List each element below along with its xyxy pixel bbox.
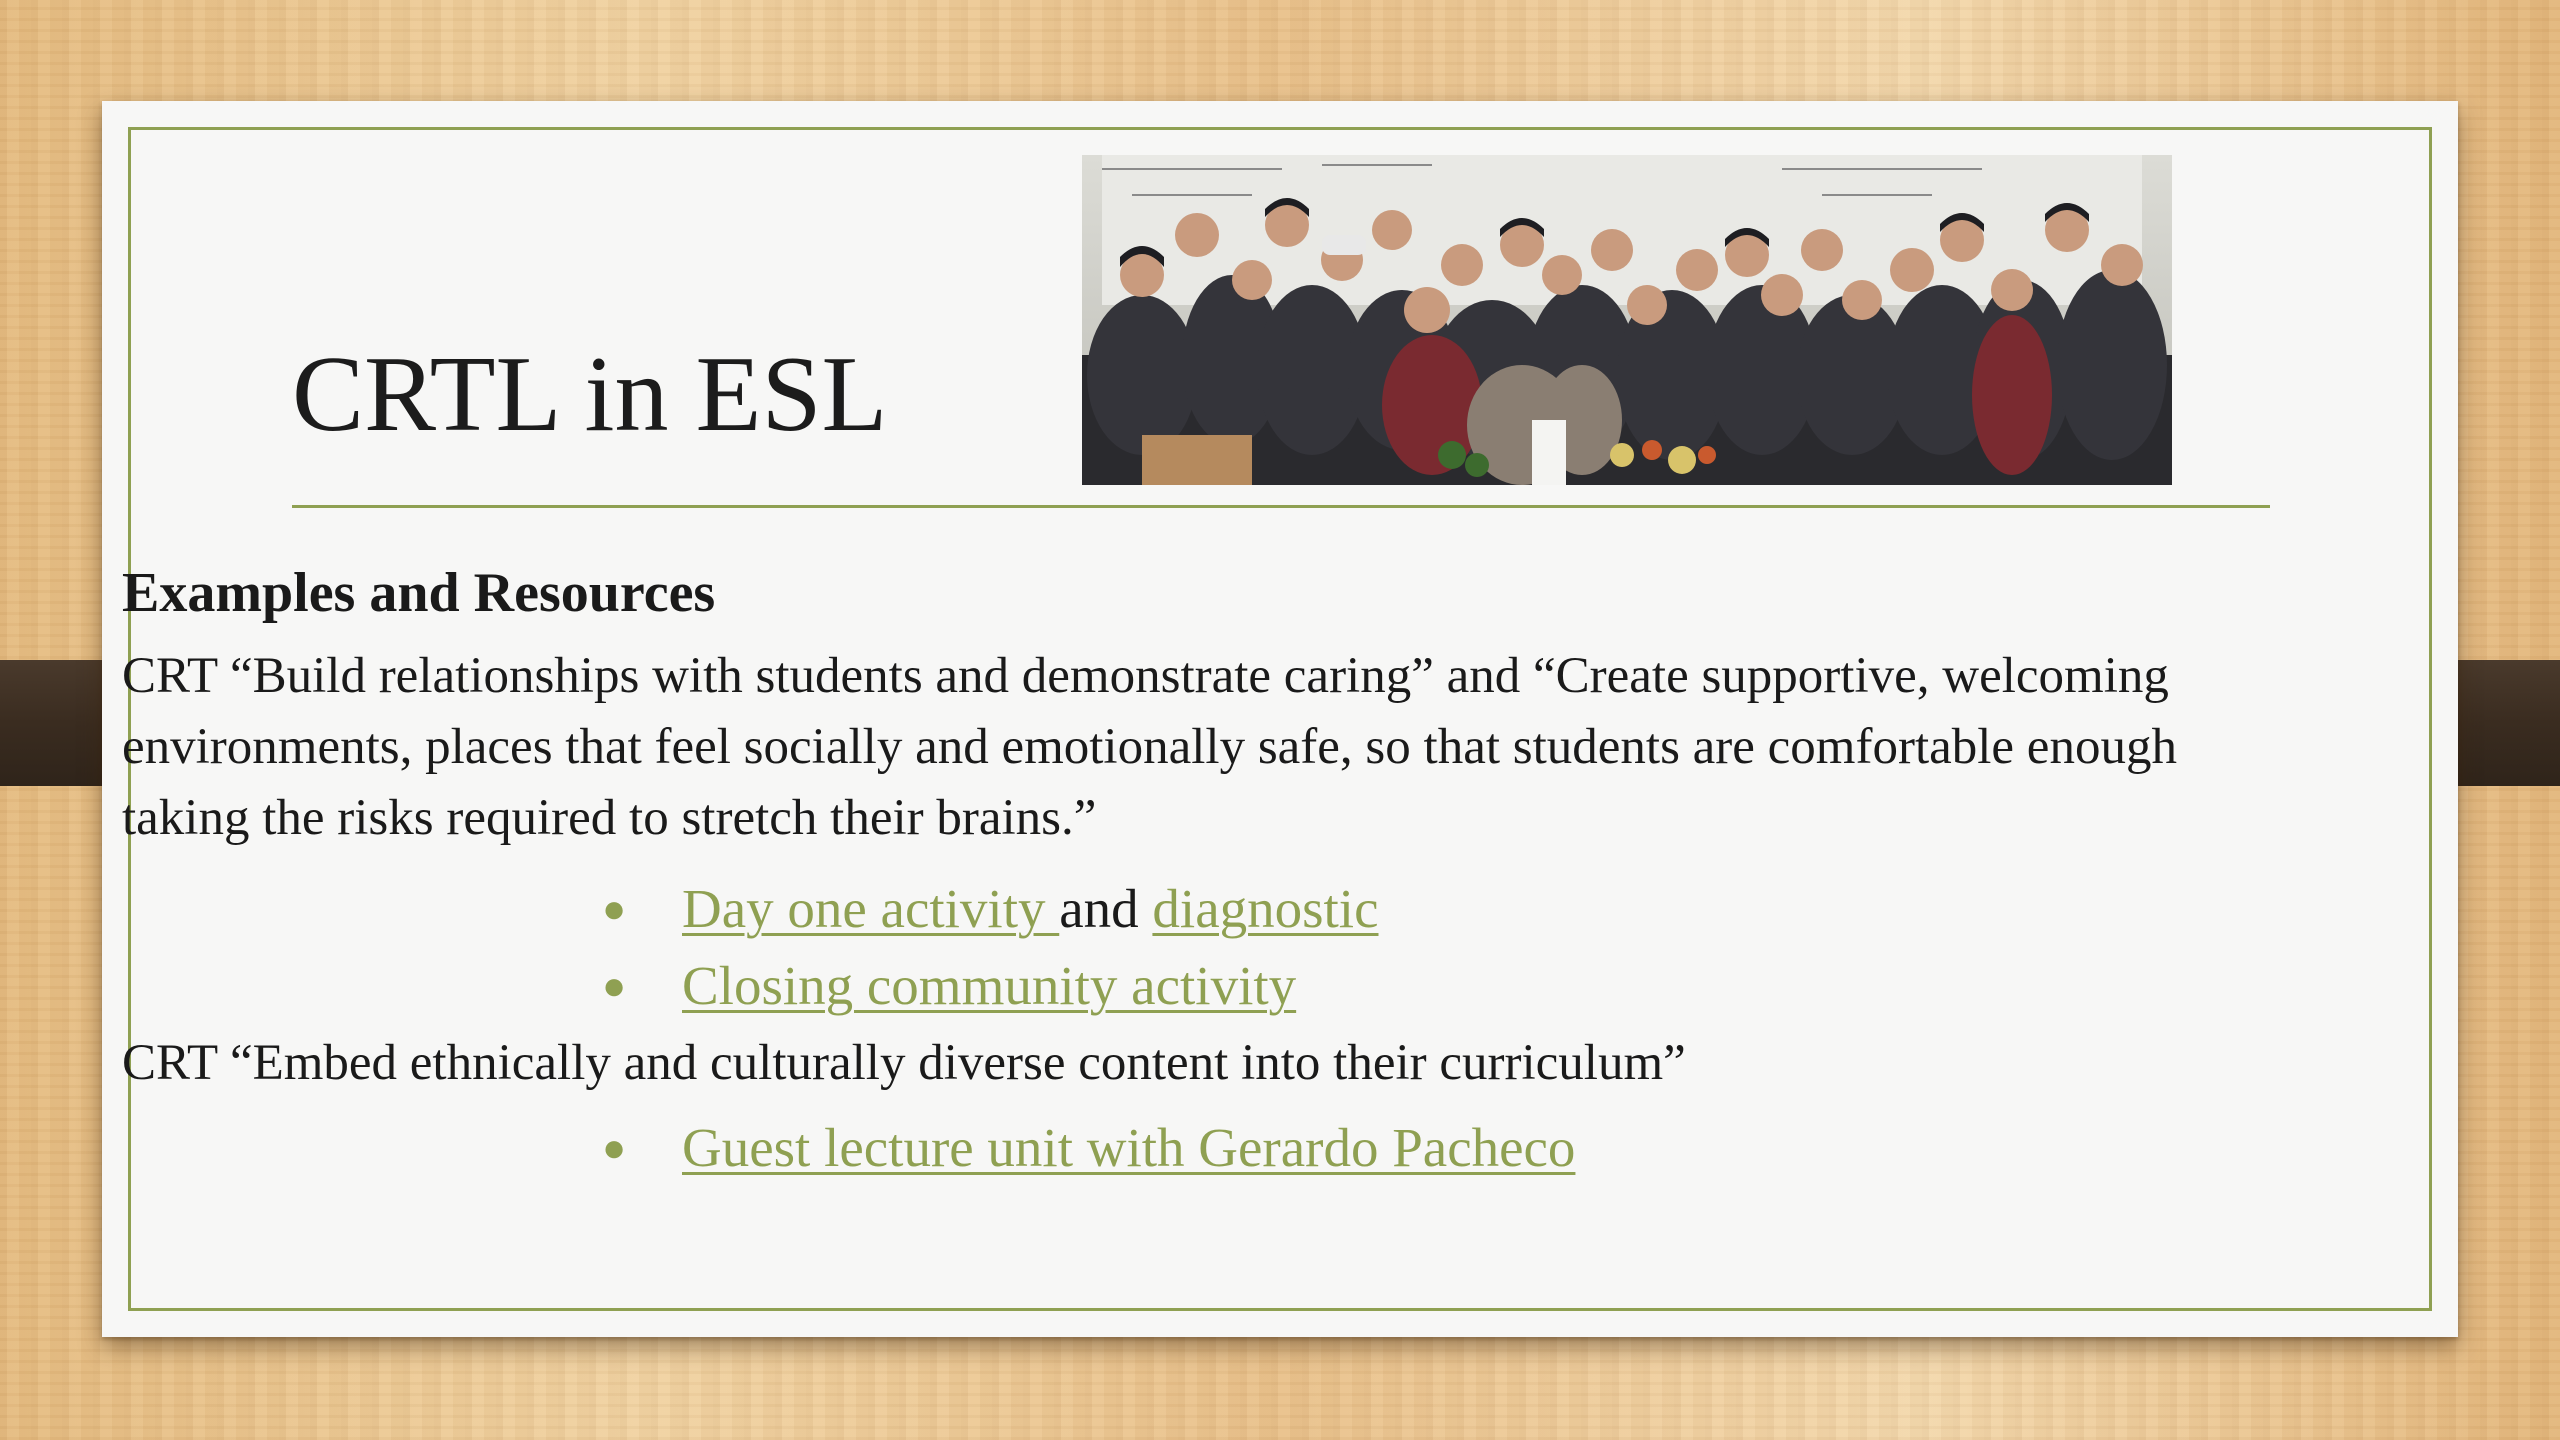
list-item	[602, 870, 2242, 947]
bullet-connector-text: and	[1059, 878, 1153, 940]
day-one-activity-link[interactable]: Day one activity	[682, 878, 1060, 940]
class-group-photo	[1082, 155, 2172, 485]
guest-lecture-unit-link[interactable]: Guest lecture unit with Gerardo Pacheco	[682, 1117, 1576, 1179]
bullet-icon: ●	[602, 1125, 627, 1171]
closing-community-activity-link[interactable]: Closing community activity	[682, 955, 1297, 1017]
slide-title: CRTL in ESL	[292, 335, 888, 454]
crt-quote-paragraph-1: CRT “Build relationships with students and demonstrate caring” and “Create supportive, welcoming environments, places that feel socially and emotionally safe, so that students are comfortable enough taking the risks required to stretch their brains.”	[122, 648, 2177, 847]
resource-list-2	[122, 1109, 2242, 1186]
bullet-icon: ●	[602, 963, 627, 1009]
title-divider	[292, 505, 2270, 508]
slide-body	[122, 560, 2242, 1186]
diagnostic-link[interactable]: diagnostic	[1152, 878, 1379, 940]
resource-list-1	[122, 870, 2242, 1024]
bullet-icon: ●	[602, 886, 627, 932]
list-item	[602, 1109, 2242, 1186]
crt-quote-paragraph-2: CRT “Embed ethnically and culturally diverse content into their curriculum”	[122, 1035, 1686, 1092]
list-item	[602, 947, 2242, 1024]
section-heading: Examples and Resources	[122, 562, 716, 624]
